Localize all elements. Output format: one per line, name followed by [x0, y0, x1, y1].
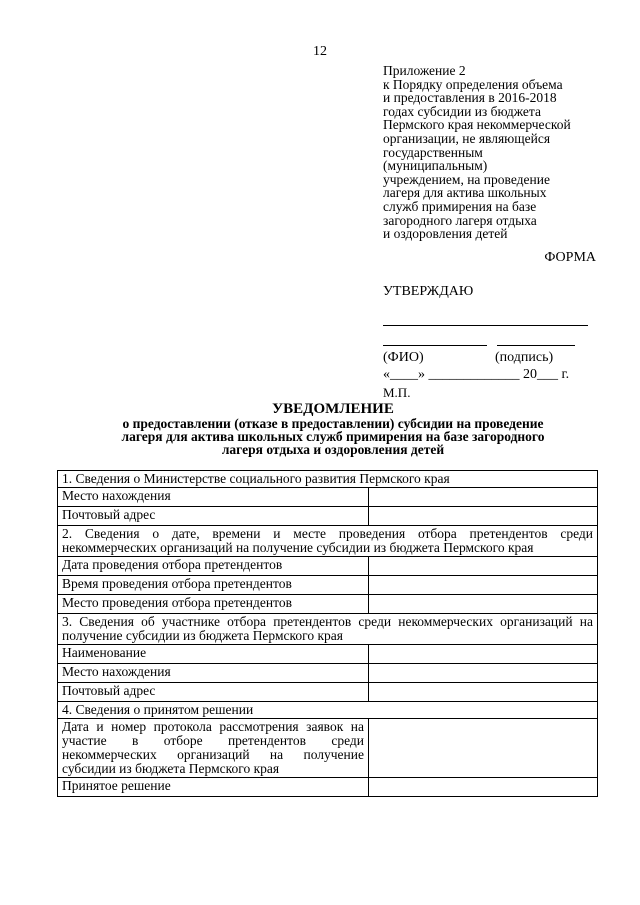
page-number: 12: [313, 44, 327, 59]
approval-block: [383, 282, 598, 403]
row-label: Время проведения отбора претендентов: [58, 576, 369, 595]
appendix-line: годах субсидии из бюджета: [383, 103, 541, 119]
signature-line[interactable]: [497, 332, 575, 346]
fio-label: (ФИО): [383, 350, 424, 365]
appendix-line: лагеря для актива школьных: [383, 185, 547, 201]
table-row: [58, 576, 598, 595]
appendix-line: учреждением, на проведение: [383, 171, 550, 187]
document-heading: [40, 402, 626, 456]
row-label: Место нахождения: [58, 664, 369, 683]
section-1-header: 1. Сведения о Министерстве социального развития Пермского края: [58, 471, 598, 488]
signature-label: (подпись): [495, 350, 554, 365]
value-cell[interactable]: [369, 576, 598, 595]
table-row: [58, 664, 598, 683]
section-header-row: [58, 471, 598, 488]
notification-table: [57, 470, 598, 797]
row-label: Место проведения отбора претендентов: [58, 595, 369, 614]
fio-line[interactable]: [383, 332, 487, 346]
table-row: [58, 719, 598, 778]
table-row: [58, 645, 598, 664]
form-label: ФОРМА: [544, 250, 596, 265]
row-label: Место нахождения: [58, 488, 369, 507]
section-3-header: 3. Сведения об участнике отбора претендентов среди некоммерческих организаций на получение субсидии из бюджета Пермского края: [58, 614, 598, 645]
value-cell[interactable]: [369, 778, 598, 797]
heading-subtitle-line: о предоставлении (отказе в предоставлении) субсидии на проведение: [122, 416, 544, 431]
heading-subtitle-line: лагеря для актива школьных служб примирения на базе загородного: [121, 429, 545, 444]
row-label: Почтовый адрес: [58, 507, 369, 526]
signature-labels: [383, 349, 588, 366]
value-cell[interactable]: [369, 664, 598, 683]
table-row: [58, 488, 598, 507]
table-row: [58, 778, 598, 797]
row-label: Наименование: [58, 645, 369, 664]
heading-title: УВЕДОМЛЕНИЕ: [272, 401, 394, 417]
appendix-line: и предоставления в 2016-2018: [383, 90, 557, 106]
approval-title: УТВЕРЖДАЮ: [383, 284, 474, 299]
value-cell[interactable]: [369, 507, 598, 526]
table-row: [58, 557, 598, 576]
position-line[interactable]: [383, 311, 588, 326]
appendix-line: организации, не являющейся: [383, 130, 551, 146]
table-row: [58, 683, 598, 702]
date-line[interactable]: «____» _____________ 20___ г.: [383, 367, 570, 382]
appendix-line: государственным: [383, 144, 483, 160]
appendix-line: Пермского края некоммерческой: [383, 117, 571, 133]
section-2-header: 2. Сведения о дате, времени и месте проведения отбора претендентов среди некоммерческих организаций на получение субсидии из бюджета Пермского края: [58, 526, 598, 557]
stamp-label: М.П.: [383, 385, 411, 400]
appendix-line: и оздоровления детей: [383, 226, 508, 242]
table-row: [58, 507, 598, 526]
section-header-row: [58, 526, 598, 557]
value-cell[interactable]: [369, 557, 598, 576]
appendix-line: к Порядку определения объема: [383, 76, 563, 92]
value-cell[interactable]: [369, 488, 598, 507]
appendix-line: загородного лагеря отдыха: [383, 212, 537, 228]
appendix-line: служб примирения на базе: [383, 198, 537, 214]
row-label: Дата и номер протокола рассмотрения заявок на участие в отборе претендентов среди некоммерческих организаций на получение субсидии из бюджета Пермского края: [58, 719, 369, 778]
section-4-header: 4. Сведения о принятом решении: [58, 702, 598, 719]
section-header-row: [58, 702, 598, 719]
value-cell[interactable]: [369, 645, 598, 664]
appendix-line: Приложение 2: [383, 63, 466, 78]
value-cell[interactable]: [369, 719, 598, 778]
appendix-line: (муниципальным): [383, 158, 488, 174]
signature-lines: [383, 332, 575, 346]
table-row: [58, 595, 598, 614]
row-label: Принятое решение: [58, 778, 369, 797]
section-header-row: [58, 614, 598, 645]
appendix-block: [383, 64, 613, 241]
heading-subtitle-line: лагеря отдыха и оздоровления детей: [221, 442, 445, 457]
row-label: Дата проведения отбора претендентов: [58, 557, 369, 576]
row-label: Почтовый адрес: [58, 683, 369, 702]
value-cell[interactable]: [369, 595, 598, 614]
value-cell[interactable]: [369, 683, 598, 702]
